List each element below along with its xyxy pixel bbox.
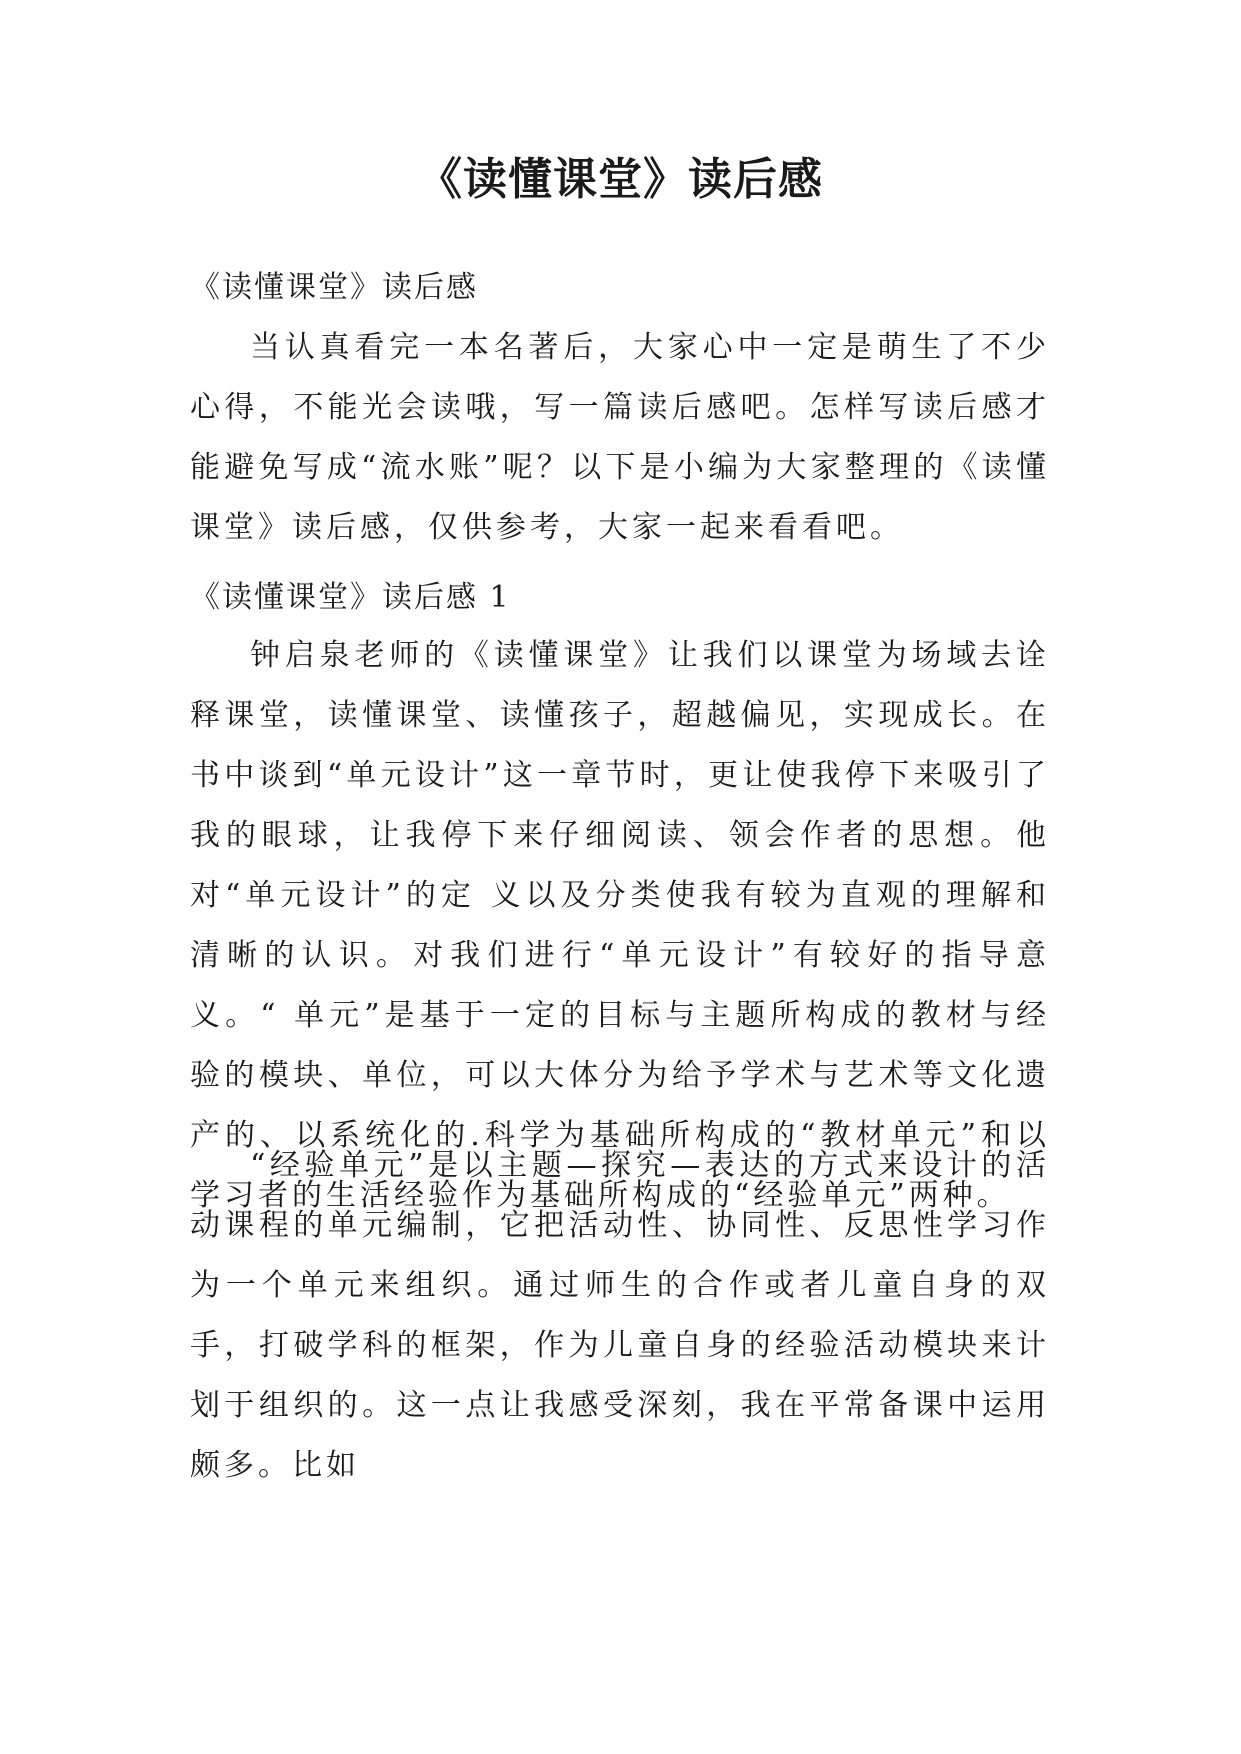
intro-heading: 《读懂课堂》读后感 [190,270,478,305]
document-title: 《读懂课堂》读后感 [418,154,823,205]
section1-paragraph-1: 钟启泉老师的《读懂课堂》让我们以课堂为场域去诠释课堂，读懂课堂、读懂孩子，超越偏见，实现成长。在书中谈到“单元设计”这一章节时，更让使我停下来吸引了我的眼球，让我停下来仔细阅读、领会作者的思想。他对“单元设计”的定 义以及分类使我有较为直观的理解和清晰的认识。对我们进行“单元设计”有较好的指导意义。“ 单元”是基于一定的目标与主题所构成的教材与经验的模块、单位，可以大体分为给予学术与艺术等文化遗产的、以系统化的.科学为基础所构成的“教材单元”和以学习者的生活经验作为基础所构成的“经验单元”两种。 [190,638,1050,1213]
intro-paragraph: 当认真看完一本名著后，大家心中一定是萌生了不少心得，不能光会读哦，写一篇读后感吧。怎样写读后感才能避免写成“流水账”呢？以下是小编为大家整理的《读懂课堂》读后感，仅供参考，大家一起来看看吧。 [190,330,1050,545]
section1-heading: 《读懂课堂》读后感 1 [190,580,511,615]
section1-paragraph-2: “经验单元”是以主题—探究—表达的方式来设计的活动课程的单元编制，它把活动性、协同性、反思性学习作为一个单元来组织。通过师生的合作或者儿童自身的双手，打破学科的框架，作为儿童自身的经验活动模块来计划于组织的。这一点让我感受深刻，我在平常备课中运用颇多。比如 [190,1148,1050,1483]
